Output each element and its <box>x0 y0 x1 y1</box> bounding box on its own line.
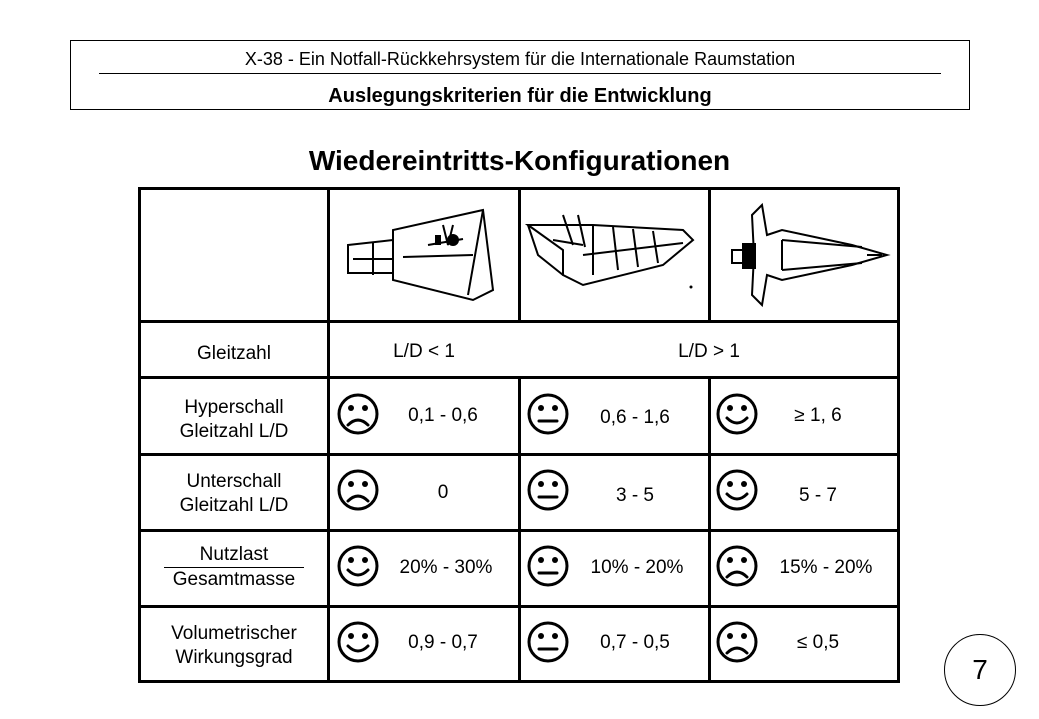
header-divider <box>99 73 941 74</box>
col-divider <box>518 187 521 320</box>
label-line: Hyperschall <box>184 397 284 418</box>
value-ld-greater-1: L/D > 1 <box>678 341 740 362</box>
label-unterschall <box>141 470 327 518</box>
label-gleitzahl: Gleitzahl <box>197 343 271 364</box>
nutzlast-value-2: 10% - 20% <box>590 557 684 578</box>
happy-face-icon <box>715 392 759 436</box>
neutral-face-icon <box>526 620 570 664</box>
hyperschall-value-2: 0,6 - 1,6 <box>600 407 670 428</box>
unterschall-value-1: 0 <box>437 482 449 503</box>
slide-title: Wiedereintritts-Konfigurationen <box>308 145 731 176</box>
unterschall-value-2: 3 - 5 <box>615 485 655 506</box>
sad-face-icon <box>336 468 380 512</box>
label-nutzlast-fraction <box>141 543 327 592</box>
label-line: Gleitzahl L/D <box>179 495 289 516</box>
nutzlast-value-3: 15% - 20% <box>779 557 873 578</box>
nutzlast-value-1: 20% - 30% <box>399 557 493 578</box>
happy-face-icon <box>336 544 380 588</box>
col-divider <box>327 187 330 683</box>
page-number: 7 <box>944 634 1016 706</box>
hyperschall-value-3: ≥ 1, 6 <box>794 405 842 426</box>
fraction-numerator: Nutzlast <box>199 544 269 565</box>
sad-face-icon <box>715 544 759 588</box>
label-wirkungsgrad <box>141 622 327 670</box>
sad-face-icon <box>336 392 380 436</box>
unterschall-value-3: 5 - 7 <box>798 485 838 506</box>
sad-face-icon <box>715 620 759 664</box>
wirkungsgrad-value-1: 0,9 - 0,7 <box>408 632 478 653</box>
label-hyperschall <box>141 396 327 444</box>
label-line: Wirkungsgrad <box>175 647 293 668</box>
neutral-face-icon <box>526 468 570 512</box>
happy-face-icon <box>336 620 380 664</box>
header-box <box>70 40 970 110</box>
neutral-face-icon <box>526 392 570 436</box>
neutral-face-icon <box>526 544 570 588</box>
label-line: Gleitzahl L/D <box>179 421 289 442</box>
label-line: Unterschall <box>186 471 282 492</box>
fraction-denominator: Gesamtmasse <box>172 569 296 590</box>
wirkungsgrad-value-3: ≤ 0,5 <box>796 632 840 653</box>
wirkungsgrad-value-2: 0,7 - 0,5 <box>600 632 670 653</box>
col-divider <box>518 376 521 683</box>
value-ld-less-1: L/D < 1 <box>393 341 455 362</box>
label-line: Volumetrischer <box>171 623 297 644</box>
hyperschall-value-1: 0,1 - 0,6 <box>408 405 478 426</box>
header-topic: Auslegungskriterien für die Entwicklung <box>328 85 712 107</box>
lifting-body-vehicle-drawing <box>523 195 703 305</box>
row-divider <box>138 320 900 323</box>
space-shuttle-drawing <box>712 195 896 315</box>
header-subject: X-38 - Ein Notfall-Rückkehrsystem für die Internationale Raumstation <box>244 49 796 69</box>
col-divider <box>708 376 711 683</box>
capsule-vehicle-drawing <box>333 195 513 315</box>
col-divider <box>708 187 711 320</box>
happy-face-icon <box>715 468 759 512</box>
